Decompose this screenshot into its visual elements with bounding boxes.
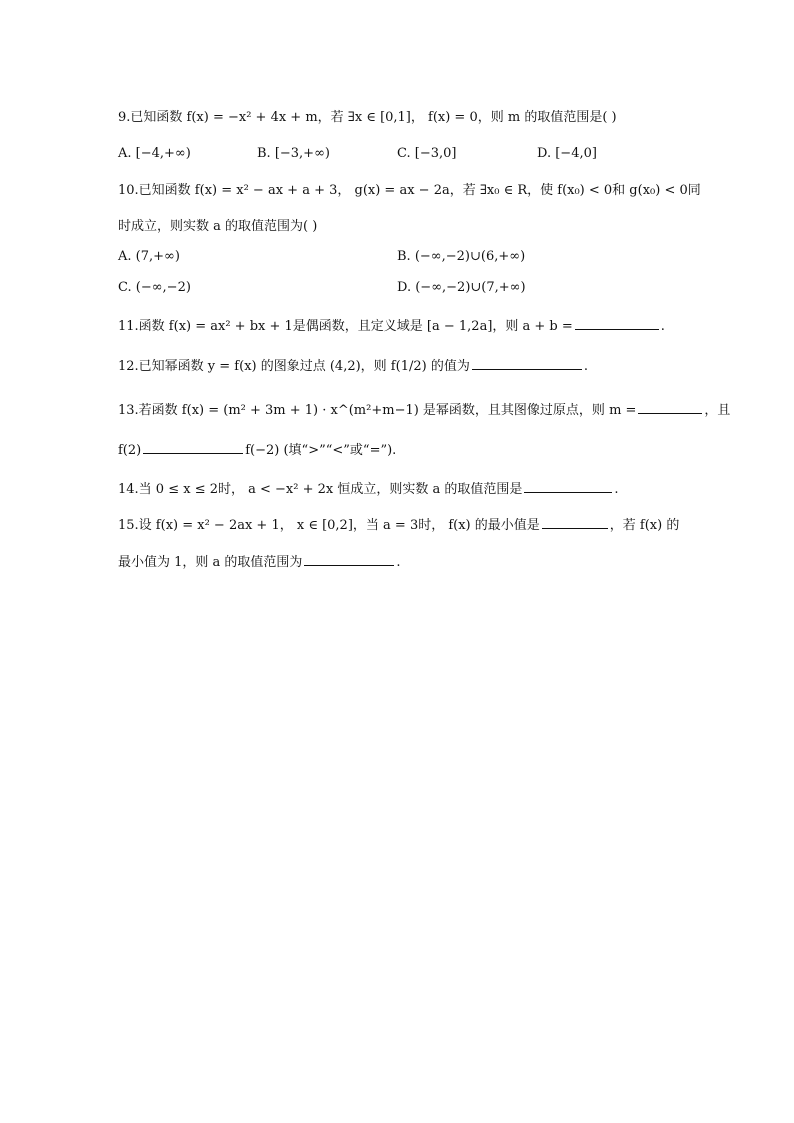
- question-15-text-2: 最小值为 1，则 a 的取值范围为: [118, 555, 303, 570]
- question-12-end: .: [583, 359, 588, 374]
- answer-blank[interactable]: [575, 316, 659, 330]
- question-10-stem-line-2: 时成立，则实数 a 的取值范围为( ): [118, 219, 318, 234]
- question-13-text-end: ，且: [704, 403, 731, 418]
- question-12: [118, 356, 588, 376]
- question-13-line-1: [118, 400, 730, 420]
- question-15-end: .: [396, 555, 401, 570]
- answer-blank[interactable]: [638, 400, 702, 414]
- question-15-line-2: [118, 552, 401, 572]
- question-14-text: 14.当 0 ≤ x ≤ 2时， a < −x² + 2x 恒成立，则实数 a 的取值范围是: [118, 482, 523, 497]
- question-13-fminus2: f(−2) (填“>”“<”或“=”).: [245, 443, 397, 458]
- question-10-option-d: D. (−∞,−2)∪(7,+∞): [397, 280, 526, 295]
- question-10-option-a: A. (7,+∞): [118, 249, 180, 264]
- answer-blank[interactable]: [542, 515, 608, 529]
- question-9-stem: 9.已知函数 f(x) = −x² + 4x + m，若 ∃x ∈ [0,1]， f(x) = 0，则 m 的取值范围是( ): [118, 110, 617, 125]
- question-15-text: 15.设 f(x) = x² − 2ax + 1， x ∈ [0,2]，当 a = 3时， f(x) 的最小值是: [118, 518, 540, 533]
- answer-blank[interactable]: [304, 552, 394, 566]
- question-15-line-1: [118, 515, 679, 535]
- answer-blank[interactable]: [472, 356, 582, 370]
- question-13-f2: f(2): [118, 443, 142, 458]
- question-9-option-d: D. [−4,0]: [537, 146, 597, 161]
- question-11-text: 11.函数 f(x) = ax² + bx + 1是偶函数，且定义域是 [a − 1,2a]，则 a + b =: [118, 319, 573, 334]
- question-10-option-c: C. (−∞,−2): [118, 280, 191, 295]
- question-9-option-b: B. [−3,+∞): [257, 146, 330, 161]
- question-12-text: 12.已知幂函数 y = f(x) 的图象过点 (4,2)，则 f(1/2) 的值为: [118, 359, 470, 374]
- question-10-option-b: B. (−∞,−2)∪(6,+∞): [397, 249, 526, 264]
- question-14: [118, 479, 619, 499]
- question-11-end: .: [660, 319, 665, 334]
- answer-blank[interactable]: [524, 479, 612, 493]
- question-15-text-end: ，若 f(x) 的: [609, 518, 680, 533]
- question-11: [118, 316, 665, 336]
- question-10-stem-line-1: 10.已知函数 f(x) = x² − ax + a + 3， g(x) = ax − 2a，若 ∃x₀ ∈ R，使 f(x₀) < 0和 g(x₀) < 0同: [118, 183, 701, 198]
- question-9-option-c: C. [−3,0]: [397, 146, 457, 161]
- question-14-end: .: [614, 482, 619, 497]
- question-13-text: 13.若函数 f(x) = (m² + 3m + 1) · x^(m²+m−1) 是幂函数，且其图像过原点，则 m =: [118, 403, 637, 418]
- answer-blank[interactable]: [143, 440, 243, 454]
- question-13-line-2: [118, 440, 396, 460]
- question-9-option-a: A. [−4,+∞): [118, 146, 191, 161]
